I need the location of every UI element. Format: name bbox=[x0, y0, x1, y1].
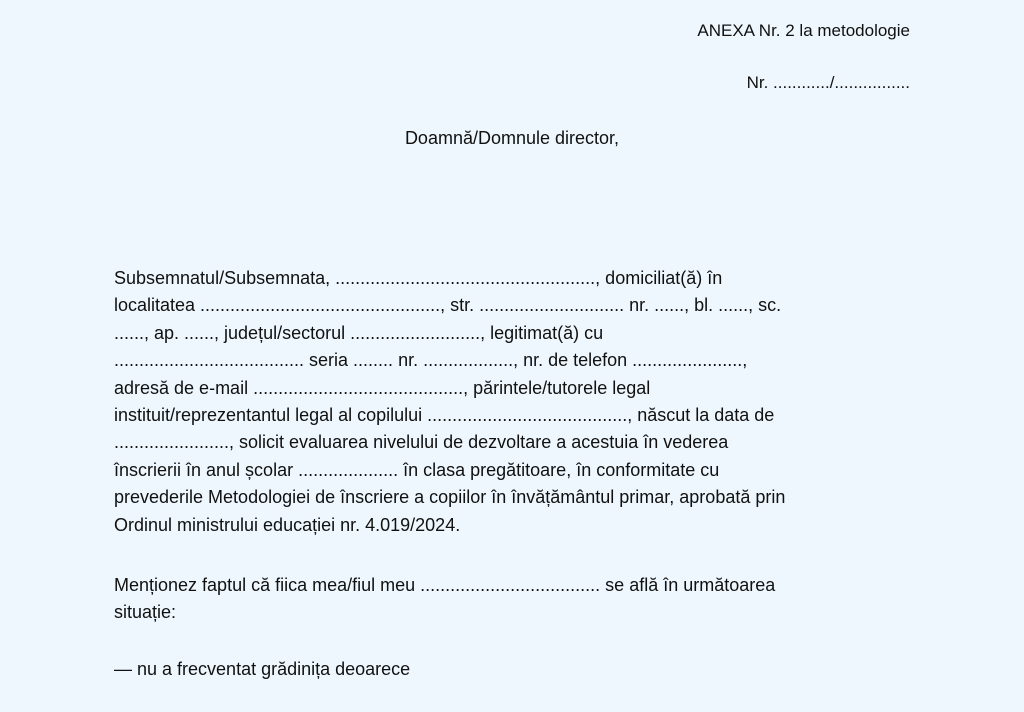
salutation: Doamnă/Domnule director, bbox=[404, 128, 620, 148]
annex-heading: ANEXA Nr. 2 la metodologie bbox=[697, 21, 910, 40]
paragraph-line: ......, ap. ......, județul/sectorul .........................., legitimat(ă) cu bbox=[114, 322, 604, 343]
paragraph-line: localitatea ................................................, str. ............................. nr. ......, bl. ......, sc. bbox=[114, 295, 782, 316]
paragraph-line: înscrierii în anul școlar .................... în clasa pregătitoare, în conformitate cu bbox=[114, 459, 720, 480]
paragraph-line: Subsemnatul/Subsemnata, ...................................................., domiciliat(ă) în bbox=[114, 268, 723, 288]
paragraph-line: ......................., solicit evaluarea nivelului de dezvoltare a acestuia în vederea bbox=[114, 432, 729, 453]
paragraph-line: situație: bbox=[114, 602, 177, 623]
paragraph-line: instituit/reprezentantul legal al copilului ........................................, născut la data de bbox=[114, 405, 775, 426]
paragraph-line: ...................................... seria ........ nr. .................., nr. de telefon ......................, bbox=[114, 350, 748, 371]
paragraph-line: Ordinul ministrului educației nr. 4.019/2024. bbox=[114, 514, 461, 535]
paragraph-line: Menționez faptul că fiica mea/fiul meu .................................... se află în următoarea bbox=[114, 575, 776, 595]
paragraph-line: prevederile Metodologiei de înscriere a copiilor în învățământul primar, aprobată prin bbox=[114, 487, 786, 508]
registration-number: Nr. ............/................ bbox=[746, 73, 910, 92]
request-paragraph bbox=[114, 265, 914, 539]
paragraph-line: adresă de e-mail .........................................., părintele/tutorele legal bbox=[114, 377, 651, 398]
situation-item bbox=[114, 656, 914, 683]
list-item: — nu a frecventat grădinița deoarece bbox=[114, 659, 411, 679]
situation-paragraph bbox=[114, 572, 914, 627]
